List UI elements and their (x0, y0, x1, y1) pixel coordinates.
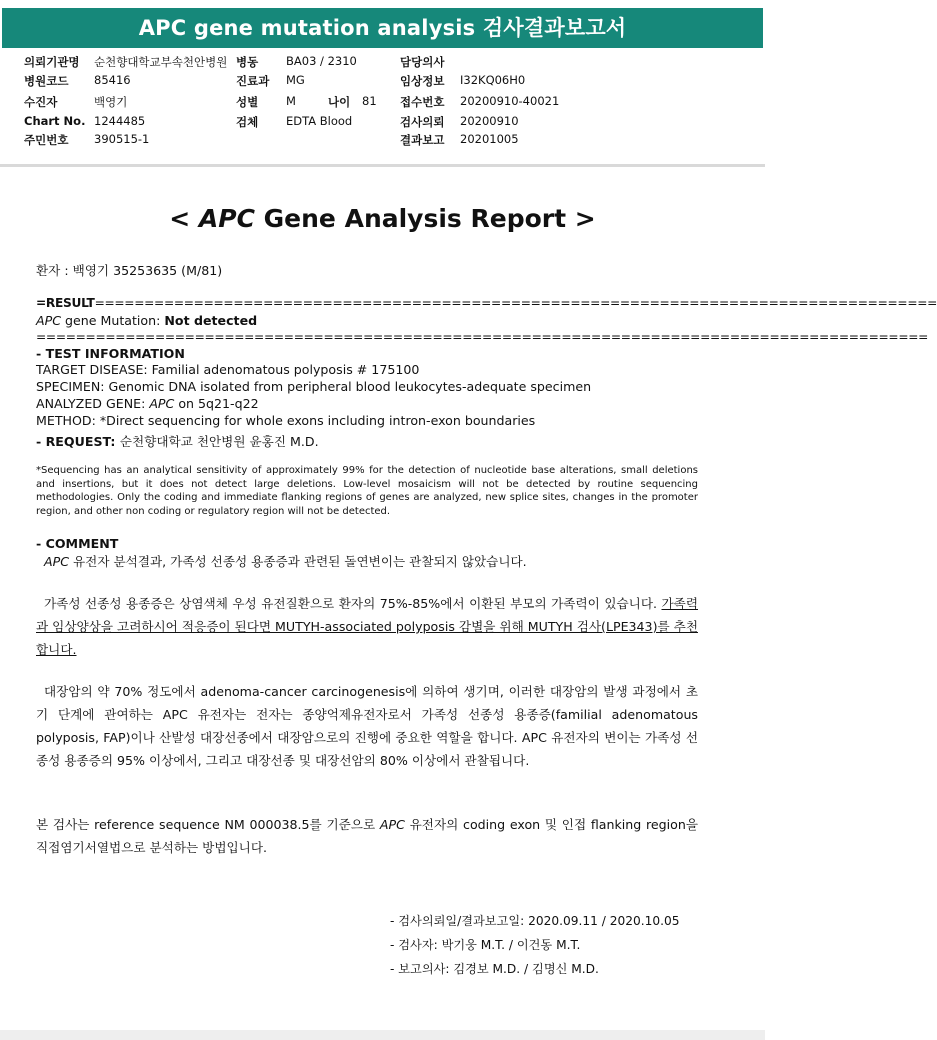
request-date-label: 검사의뢰 (400, 115, 445, 129)
doctor-label: 담당의사 (400, 55, 445, 69)
title-post: Gene Analysis Report > (254, 204, 596, 233)
receipt-value: 20200910-40021 (460, 94, 560, 108)
comment-heading: - COMMENT (36, 536, 119, 551)
specimen-label: 검체 (236, 115, 259, 129)
info-row-1 (24, 54, 744, 72)
analyzed-gene-line (36, 396, 259, 411)
sequencing-disclaimer: *Sequencing has an analytical sensitivity of approximately 99% for the detection of nucleotide base alterations, small deletions and insertions, but it does not detect large deletions. Low-level mosaicism will not be detected by routine sequencing methodologies. Only the coding and immediate flanking regions of genes are analyzed, new splice sites, changes in the promoter region, and other non coding or regulatory region will not be detected. (36, 465, 698, 517)
report-date-value: 20201005 (460, 132, 519, 146)
comment4-gene: APC (379, 817, 405, 832)
ward-label: 병동 (236, 55, 259, 69)
header-divider (0, 164, 765, 167)
hospital-code-label: 병원코드 (24, 74, 69, 88)
result-divider: ========================================================================================== (36, 330, 929, 344)
ward-value: BA03 / 2310 (286, 54, 357, 68)
patient-line: 환자 : 백영기 35253635 (M/81) (36, 263, 223, 278)
sign-doctors: - 보고의사: 김경보 M.D. / 김명신 M.D. (390, 962, 599, 976)
request-line (36, 431, 319, 450)
mutation-gene: APC (36, 313, 62, 328)
mutation-label: gene Mutation: (61, 313, 165, 328)
result-label: =RESULT (36, 296, 95, 310)
request-value: 순천향대학교 천안병원 윤홍진 M.D. (119, 434, 319, 449)
request-date-value: 20200910 (460, 114, 519, 128)
receipt-label: 접수번호 (400, 95, 445, 109)
info-row-2 (24, 73, 744, 91)
chart-label: Chart No. (24, 114, 86, 128)
report-date-label: 결과보고 (400, 133, 445, 147)
age-label: 나이 (328, 95, 351, 109)
analyzed-gene-label: ANALYZED GENE: (36, 396, 150, 411)
institution-label: 의뢰기관명 (24, 55, 80, 69)
specimen-line: SPECIMEN: Genomic DNA isolated from peripheral blood leukocytes-adequate specimen (36, 379, 592, 394)
hospital-code-value: 85416 (94, 73, 131, 87)
comment4-a: 본 검사는 reference sequence NM 000038.5를 기준으로 (36, 817, 380, 832)
id-label: 주민번호 (24, 133, 69, 147)
comment4-b: 유전자의 coding exon 및 인접 flanking region을 직접염기서열법으로 분석하는 방법입니다. (36, 817, 698, 855)
analyzed-gene-loc: on 5q21-q22 (174, 396, 259, 411)
patient-label: 수진자 (24, 95, 58, 109)
specimen-value: EDTA Blood (286, 114, 353, 128)
title-pre: < (169, 204, 199, 233)
sex-value: M (286, 94, 296, 108)
comment-paragraph-3: 대장암의 약 70% 정도에서 adenoma-cancer carcinogenesis에 의하여 생기며, 이러한 대장암의 발생 과정에서 초기 단계에 관여하는 APC 유전자는 전자는 종양억제유전자로서 가족성 선종성 용종증(familial adenomatous polyposis, FAP)이나 산발성 대장선종에서 대장암으로의 진행에 중요한 역할을 합니다. APC 유전자의 변이는 가족성 선종성 용종증의 95% 이상에서, 그리고 대장선종 및 대장선암의 80% 이상에서 관찰됩니다. (36, 684, 698, 768)
analyzed-gene-name: APC (149, 396, 175, 411)
mutation-value: Not detected (164, 313, 258, 328)
mutation-line (36, 313, 257, 328)
method-line: METHOD: *Direct sequencing for whole exons including intron-exon boundaries (36, 413, 536, 428)
sign-dates: - 검사의뢰일/결과보고일: 2020.09.11 / 2020.10.05 (390, 914, 680, 928)
test-info-heading: - TEST INFORMATION (36, 346, 185, 361)
dept-value: MG (286, 73, 305, 87)
clinical-info-label: 임상정보 (400, 74, 445, 88)
patient-value: 백영기 (94, 95, 128, 109)
comment2-a: 가족성 선종성 용종증은 상염색체 우성 유전질환으로 환자의 75%-85%에서 이환된 부모의 가족력이 있습니다. (44, 596, 662, 611)
chart-value: 1244485 (94, 114, 146, 128)
result-equals: ===================================================================================== (94, 296, 937, 310)
comment1-text: 유전자 분석결과, 가족성 선종성 용종증과 관련된 돌연변이는 관찰되지 않았습니다. (69, 554, 527, 569)
info-row-5 (24, 132, 744, 150)
comment1-gene: APC (44, 554, 70, 569)
sign-testers: - 검사자: 박기웅 M.T. / 이건동 M.T. (390, 938, 581, 952)
sex-label: 성별 (236, 95, 259, 109)
comment-paragraph-2 (36, 592, 698, 661)
clinical-info-value: I32KQ06H0 (460, 73, 526, 87)
age-value: 81 (362, 94, 377, 108)
target-disease: TARGET DISEASE: Familial adenomatous polyposis # 175100 (36, 362, 420, 377)
footer-bar (0, 1030, 765, 1040)
comment2-recommendation: 가족력과 임상양상을 고려하시어 적응증이 된다면 MUTYH-associated polyposis 감별을 위해 MUTYH 검사(LPE343)를 추천합니다. (36, 596, 698, 657)
dept-label: 진료과 (236, 74, 270, 88)
info-row-3 (24, 94, 744, 112)
comment-paragraph-1 (36, 550, 698, 573)
id-value: 390515-1 (94, 132, 150, 146)
result-line (36, 296, 937, 310)
title-gene: APC (198, 204, 255, 233)
comment-paragraph-4 (36, 813, 698, 859)
info-row-4 (24, 114, 744, 132)
report-title (0, 204, 765, 233)
request-label: - REQUEST: (36, 434, 120, 449)
report-banner-title: APC gene mutation analysis 검사결과보고서 (2, 8, 763, 48)
institution-value: 순천향대학교부속천안병원 (94, 55, 228, 69)
